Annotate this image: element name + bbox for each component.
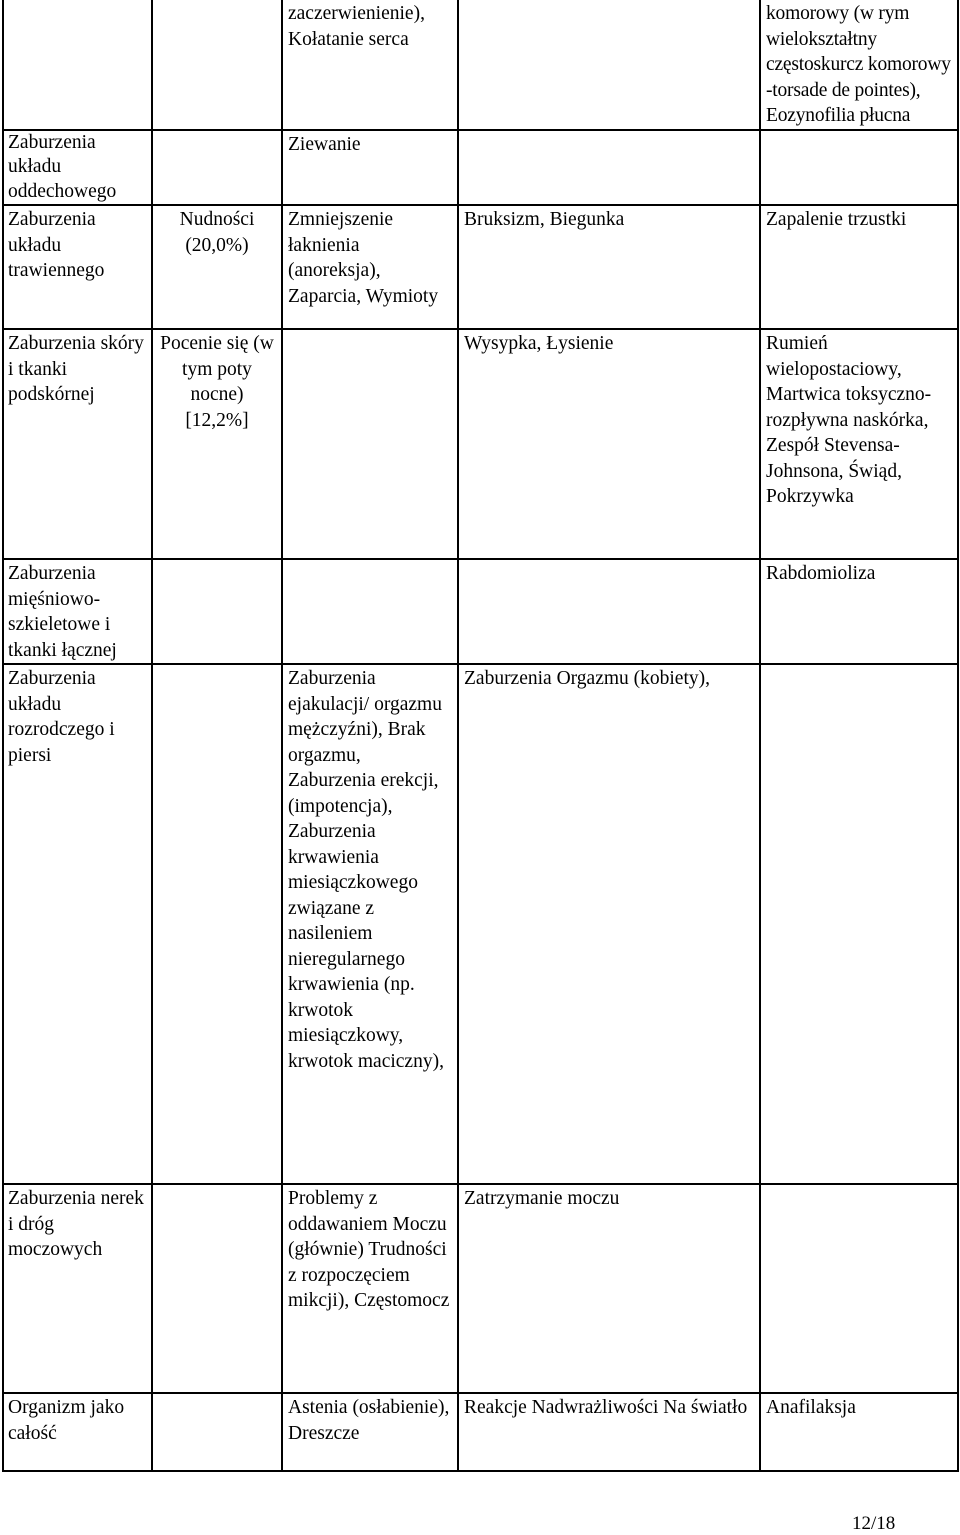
- table-row: [3, 1184, 958, 1393]
- rare-cell: [760, 130, 958, 206]
- rare-cell: Rabdomioliza: [760, 559, 958, 664]
- very-common-cell: [152, 1184, 282, 1393]
- common-cell: Astenia (osłabienie), Dreszcze: [282, 1393, 458, 1471]
- page-number: 12/18: [852, 1513, 896, 1534]
- uncommon-cell: Wysypka, Łysienie: [458, 329, 760, 559]
- rare-cell: Anafilaksja: [760, 1393, 958, 1471]
- organ-class-cell: Zaburzenia mięśniowo-szkieletowe i tkanki łącznej: [3, 559, 152, 664]
- organ-class-cell: Zaburzenia nerek i dróg moczowych: [3, 1184, 152, 1393]
- organ-class-cell: [3, 0, 152, 130]
- table-row: [3, 130, 958, 206]
- organ-class-cell: Organizm jako całość: [3, 1393, 152, 1471]
- rare-cell: komorowy (w rym wielokształtny częstoskurcz komorowy -torsade de pointes), Eozynofilia płucna: [760, 0, 958, 130]
- uncommon-cell: Zatrzymanie moczu: [458, 1184, 760, 1393]
- table-row: [3, 664, 958, 1184]
- common-cell: [282, 329, 458, 559]
- very-common-cell: [152, 130, 282, 206]
- organ-class-cell: Zaburzenia układu oddechowego: [3, 130, 152, 206]
- very-common-cell: [152, 664, 282, 1184]
- uncommon-cell: Bruksizm, Biegunka: [458, 205, 760, 329]
- rare-cell: Rumień wielopostaciowy, Martwica toksyczno-rozpływna naskórka, Zespół Stevensa-Johnsona, Świąd, Pokrzywka: [760, 329, 958, 559]
- table-row: [3, 0, 958, 130]
- rare-cell: [760, 1184, 958, 1393]
- rare-cell: Zapalenie trzustki: [760, 205, 958, 329]
- rare-cell: [760, 664, 958, 1184]
- organ-class-cell: Zaburzenia skóry i tkanki podskórnej: [3, 329, 152, 559]
- uncommon-cell: [458, 0, 760, 130]
- adverse-events-table: [2, 0, 959, 1472]
- common-cell: Ziewanie: [282, 130, 458, 206]
- very-common-cell: Nudności (20,0%): [152, 205, 282, 329]
- very-common-cell: [152, 1393, 282, 1471]
- organ-class-cell: Zaburzenia układu trawiennego: [3, 205, 152, 329]
- uncommon-cell: [458, 130, 760, 206]
- table-row: [3, 1393, 958, 1471]
- uncommon-cell: Zaburzenia Orgazmu (kobiety),: [458, 664, 760, 1184]
- common-cell: Zmniejszenie łaknienia (anoreksja), Zaparcia, Wymioty: [282, 205, 458, 329]
- uncommon-cell: Reakcje Nadwrażliwości Na światło: [458, 1393, 760, 1471]
- very-common-cell: Pocenie się (w tym poty nocne) [12,2%]: [152, 329, 282, 559]
- common-cell: Problemy z oddawaniem Moczu (głównie) Trudności z rozpoczęciem mikcji), Częstomocz: [282, 1184, 458, 1393]
- organ-class-cell: Zaburzenia układu rozrodczego i piersi: [3, 664, 152, 1184]
- common-cell: Zaburzenia ejakulacji/ orgazmu mężczyźni), Brak orgazmu, Zaburzenia erekcji, (impotencja), Zaburzenia krwawienia miesiączkowego związane z nasileniem nieregularnego krwawienia (np. krwotok miesiączkowy, krwotok maciczny),: [282, 664, 458, 1184]
- common-cell: [282, 559, 458, 664]
- very-common-cell: [152, 559, 282, 664]
- uncommon-cell: [458, 559, 760, 664]
- very-common-cell: [152, 0, 282, 130]
- table-row: [3, 329, 958, 559]
- table-row: [3, 205, 958, 329]
- common-cell: zaczerwienienie), Kołatanie serca: [282, 0, 458, 130]
- table-row: [3, 559, 958, 664]
